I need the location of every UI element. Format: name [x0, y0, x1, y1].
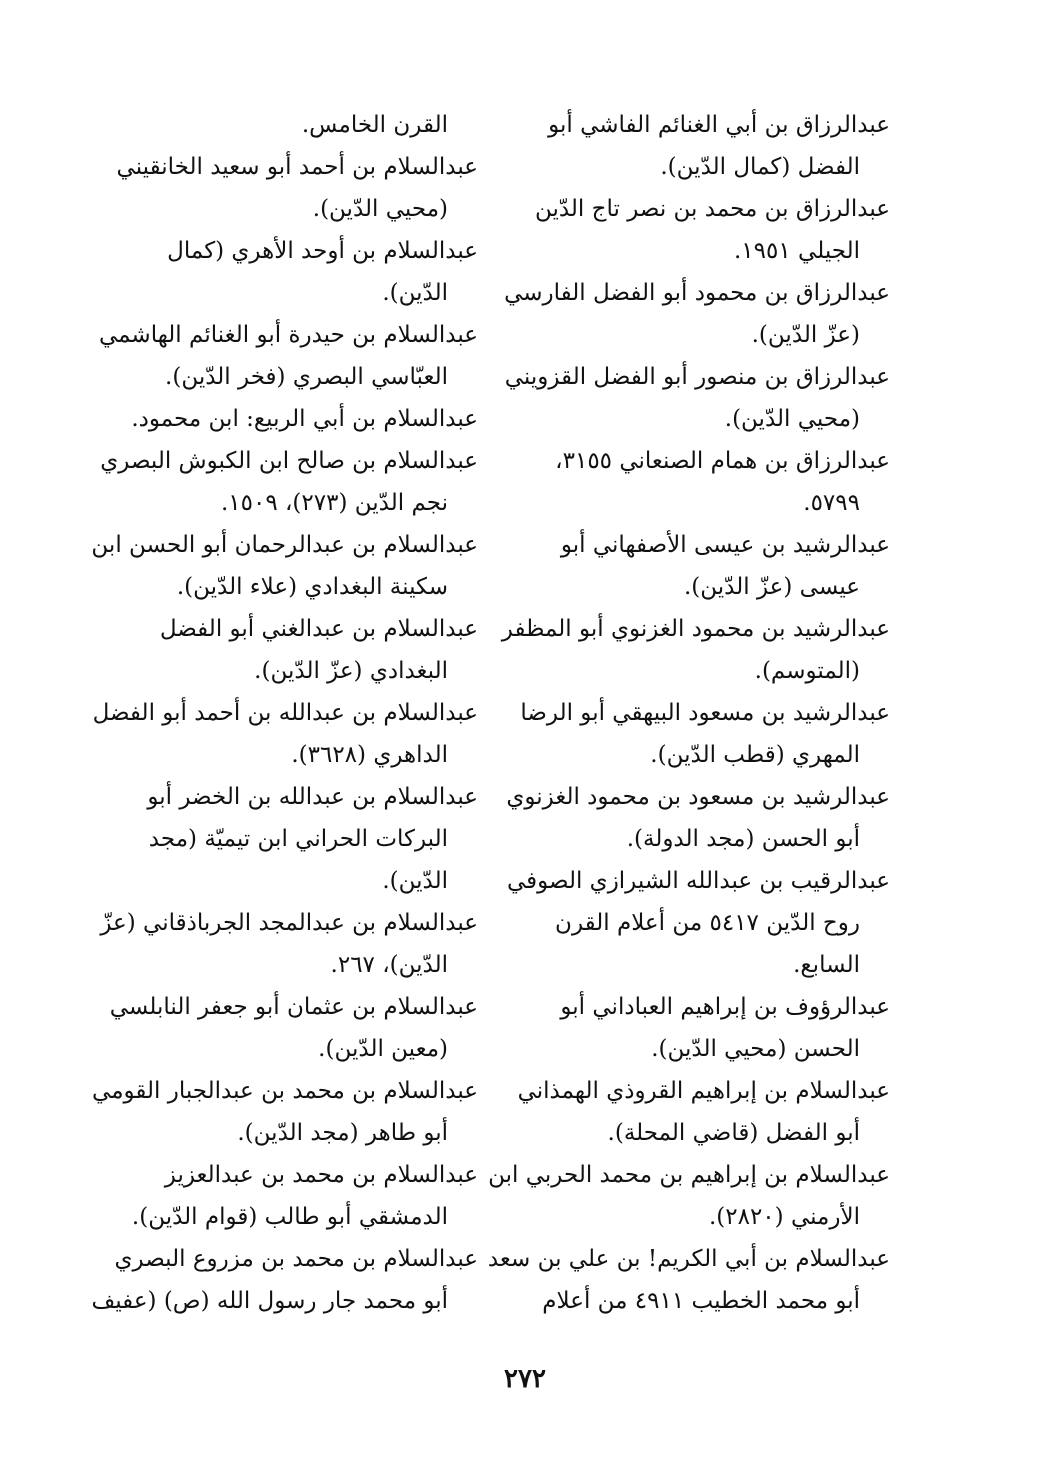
index-line: عبدالسلام بن عبدالغني أبو الفضل [159, 616, 478, 642]
index-line: (عزّ الدّين). [751, 322, 860, 348]
index-line: أبو محمد الخطيب ٤٩١١ من أعلام [542, 1288, 860, 1314]
index-line: (المتوسم). [754, 658, 860, 684]
index-line: عبدالسلام بن عبدالله بن الخضر أبو [147, 784, 478, 810]
index-line: أبو الفضل (قاضي المحلة). [607, 1120, 860, 1146]
index-line: عبدالسلام بن محمد بن عبدالعزيز [164, 1162, 478, 1188]
index-line: عبدالسلام بن حيدرة أبو الغنائم الهاشمي [98, 322, 478, 348]
index-line: الحسن (محيي الدّين). [651, 1036, 860, 1062]
index-line: البغدادي (عزّ الدّين). [254, 658, 448, 684]
index-column-right [487, 104, 890, 1322]
index-line: القرن الخامس. [301, 112, 448, 138]
index-line: عبدالرشيد بن محمود الغزنوي أبو المظفر [501, 616, 890, 642]
index-line: عبدالرزاق بن محمود أبو الفضل الفارسي [504, 280, 890, 306]
index-line: عبدالرزاق بن أبي الغنائم الفاشي أبو [548, 112, 890, 138]
index-line: عبدالسلام بن عبدالمجد الجرباذقاني (عزّ [100, 910, 478, 936]
index-line: عبدالسلام بن محمد بن مزروع البصري [114, 1246, 478, 1272]
index-column-left [91, 104, 478, 1322]
index-line: الأرمني (٢٨٢٠). [708, 1204, 860, 1230]
index-line: عبدالرشيد بن مسعود البيهقي أبو الرضا [520, 700, 890, 726]
index-line: أبو الحسن (مجد الدولة). [626, 826, 860, 852]
index-line: الداهري (٣٦٢٨). [291, 742, 448, 768]
index-line: الدّين). [382, 868, 448, 894]
index-line: أبو طاهر (مجد الدّين). [237, 1120, 448, 1146]
index-line: عبدالسلام بن أوحد الأهري (كمال [167, 238, 478, 264]
index-line: عبدالرؤوف بن إبراهيم العباداني أبو [560, 994, 890, 1020]
index-line: عبدالسلام بن صالح ابن الكبوش البصري [100, 448, 478, 474]
index-line: العبّاسي البصري (فخر الدّين). [165, 364, 448, 390]
index-line: عبدالرقيب بن عبدالله الشيرازي الصوفي [506, 868, 890, 894]
index-line: عبدالسلام بن إبراهيم بن محمد الحربي ابن [488, 1162, 890, 1188]
index-line: روح الدّين ٥٤١٧ من أعلام القرن [555, 910, 860, 936]
index-line: عبدالرزاق بن محمد بن نصر تاج الدّين [534, 196, 890, 222]
index-line: عبدالرزاق بن منصور أبو الفضل القزويني [504, 364, 890, 390]
index-line: سكينة البغدادي (علاء الدّين). [176, 574, 448, 600]
index-line: عبدالرشيد بن عيسى الأصفهاني أبو [560, 532, 890, 558]
index-line: (محيي الدّين). [312, 196, 448, 222]
index-line: الفضل (كمال الدّين). [660, 154, 860, 180]
index-line: عبدالرزاق بن همام الصنعاني ٣١٥٥، [555, 448, 890, 474]
index-line: عبدالسلام بن إبراهيم القروذي الهمذاني [517, 1078, 890, 1104]
index-line: الجيلي ١٩٥١. [733, 238, 860, 264]
index-line: عبدالسلام بن محمد بن عبدالجبار القومي [92, 1078, 478, 1104]
index-line: السابع. [793, 952, 860, 978]
index-line: الدّين). [382, 280, 448, 306]
index-line: عبدالسلام بن عبدالله بن أحمد أبو الفضل [92, 700, 478, 726]
index-line: عبدالرشيد بن مسعود بن محمود الغزنوي [506, 784, 890, 810]
index-line: (محيي الدّين). [724, 406, 860, 432]
index-line: نجم الدّين (٢٧٣)، ١٥٠٩. [220, 490, 448, 516]
page-number: ٢٧٢ [504, 1364, 546, 1394]
index-line: الدّين)، ٢٦٧. [330, 952, 448, 978]
index-line: المهري (قطب الدّين). [650, 742, 860, 768]
index-line: (معين الدّين). [318, 1036, 448, 1062]
index-line: عبدالسلام بن أحمد أبو سعيد الخانقيني [116, 154, 478, 180]
index-line: عبدالسلام بن عثمان أبو جعفر النابلسي [109, 994, 478, 1020]
index-line: عبدالسلام بن أبي الربيع: ابن محمود. [131, 406, 478, 432]
index-line: ٥٧٩٩. [803, 490, 860, 516]
index-line: عبدالسلام بن عبدالرحمان أبو الحسن ابن [91, 532, 478, 558]
index-line: أبو محمد جار رسول الله (ص) (عفيف [91, 1288, 448, 1314]
index-line: الدمشقي أبو طالب (قوام الدّين). [131, 1204, 448, 1230]
index-line: البركات الحراني ابن تيميّة (مجد [148, 826, 448, 852]
index-line: عيسى (عزّ الدّين). [683, 574, 860, 600]
index-line: عبدالسلام بن أبي الكريم! بن علي بن سعد [487, 1246, 890, 1272]
